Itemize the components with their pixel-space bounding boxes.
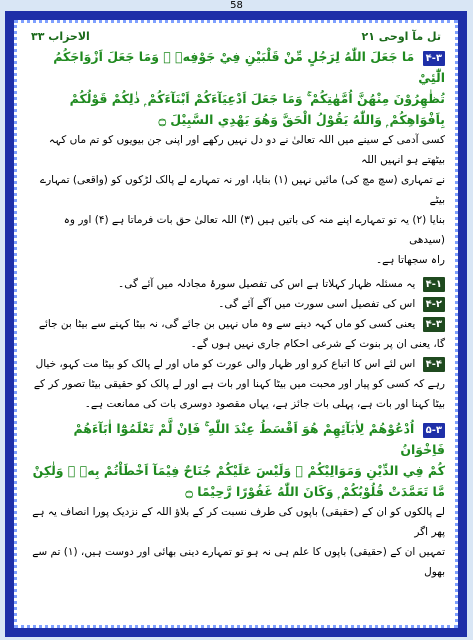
note-text: یعنی کسی کو ماں کہہ دینے سے وہ ماں نہیں بن جائے گی، نہ بیٹا کہنے سے بیٹا بن جائے گا، یعنی ان پر بنوت کے شرعی احکام جاری نہیں ہوں گے۔ (38, 318, 445, 350)
translation-line: نے تمہاری (سچ مچ کی) مائیں نہیں (۱) بنایا، اور نہ تمہارے لے پالک لڑکوں کو (واقعی) تمہارے بیٹے (39, 174, 445, 206)
note-badge: ۴-۳ (423, 317, 445, 332)
note-item (27, 314, 445, 354)
note-badge: ۴-۱ (423, 277, 445, 292)
arabic-text: مَا جَعَلَ اللّٰهُ لِرَجُلٍ مِّنْ قَلْبَيْنِ فِيْ جَوْفِهٖ ۚ وَمَا جَعَلَ اَزْوَاجَكُمُ الّٰٓئِيْ (53, 49, 445, 85)
verse-number-badge: ۴-۳ (423, 51, 445, 66)
note-item (27, 354, 445, 414)
page-number: 58 (230, 0, 243, 11)
arabic-text: اُدْعُوْهُمْ لِاٰبَآئِهِمْ هُوَ اَقْسَطُ عِنْدَ اللّٰهِ ۚ فَاِنْ لَّمْ تَعْلَمُوْٓا اٰبَآءَهُمْ فَاِخْوَانُ (73, 421, 445, 457)
note-badge: ۴-۴ (423, 357, 445, 372)
note-text: یہ مسئلہ ظہار کہلاتا ہے اس کی تفصیل سورۂ مجادلہ میں آئے گی۔ (118, 278, 416, 290)
translation-line: تمہیں ان کے (حقیقی) باپوں کا علم ہی نہ ہو تو تمہارے دینی بھائی اور دوست ہیں، (۱) تم سے بھول (32, 546, 445, 578)
translation-line: راہ سجھاتا ہے۔ (375, 254, 445, 266)
note-badge: ۴-۲ (423, 297, 445, 312)
translation-line: بنایا (۲) یہ تو تمہارے اپنے منہ کی باتیں ہیں (۳) اللہ تعالیٰ حق بات فرماتا ہے (۴) اور وہ (سیدھی (63, 214, 445, 246)
verse-number-badge: ۵-۳ (423, 423, 445, 438)
translation-line: کسی آدمی کے سینے میں اللہ تعالیٰ نے دو دل نہیں رکھے اور اپنی جن بیویوں کو تم ماں کہہ بیٹھتے ہو انہیں اللہ (48, 134, 445, 166)
page-header (27, 30, 445, 46)
translation-line: لے پالکوں کو ان کے (حقیقی) باپوں کی طرف نسبت کر کے بلاؤ اللہ کے نزدیک پورا انصاف یہ ہے پھر اگر (32, 506, 445, 538)
arabic-line (27, 418, 445, 460)
note-item (27, 294, 445, 314)
arabic-line (27, 46, 445, 88)
verse-block-1 (27, 46, 445, 130)
translation-block-2 (27, 502, 445, 582)
note-text: اس لئے اس کا اتباع کرو اور ظہار والی عورت کو ماں اور لے پالک کو بیٹا مت کہو، خیال رہے کہ کسی کو پیار اور محبت میں بیٹا کہنا اور بات ہے اور لے پالک کو حقیقی بیٹا تصور کر کے بیٹا کہنا اور بات ہے، پہلی بات جائز ہے، یہاں مقصود دوسری بات کی ممانعت ہے۔ (33, 358, 445, 410)
surah-label: الاحزاب ۳۳ (31, 30, 90, 43)
arabic-line: بِاَفْوَاهِكُمْ ۭ وَاللّٰهُ يَقُوْلُ الْحَقَّ وَهُوَ يَهْدِي السَّبِيْلَ ۝ (158, 112, 445, 127)
note-item (27, 274, 445, 294)
note-text: اس کی تفصیل اسی سورت میں آگے آئے گی۔ (218, 298, 416, 310)
arabic-line: مَّا تَعَمَّدَتْ قُلُوْبُكُمْ ۭ وَكَانَ اللّٰهُ غَفُوْرًا رَّحِيْمًا ۝ (185, 484, 445, 499)
page-content (27, 30, 445, 618)
arabic-line: كُمْ فِي الدِّيْنِ وَمَوَالِيْكُمْ ۭ وَلَيْسَ عَلَيْكُمْ جُنَاحٌ فِيْمَآ اَخْطَاْتُمْ بِهٖ ۙ وَلٰكِنْ (32, 463, 445, 478)
verse-block-2 (27, 418, 445, 502)
translation-block-1 (27, 130, 445, 270)
page-frame (5, 11, 467, 637)
arabic-line: تُظٰهِرُوْنَ مِنْهُنَّ اُمَّهٰتِكُمْ ۚ وَمَا جَعَلَ اَدْعِيَآءَكُمْ اَبْنَآءَكُمْ ۭ ذٰلِكُمْ قَوْلُكُمْ (69, 91, 445, 106)
juz-label: تل مآ اوحی ۲۱ (361, 30, 441, 43)
notes-block (27, 274, 445, 414)
